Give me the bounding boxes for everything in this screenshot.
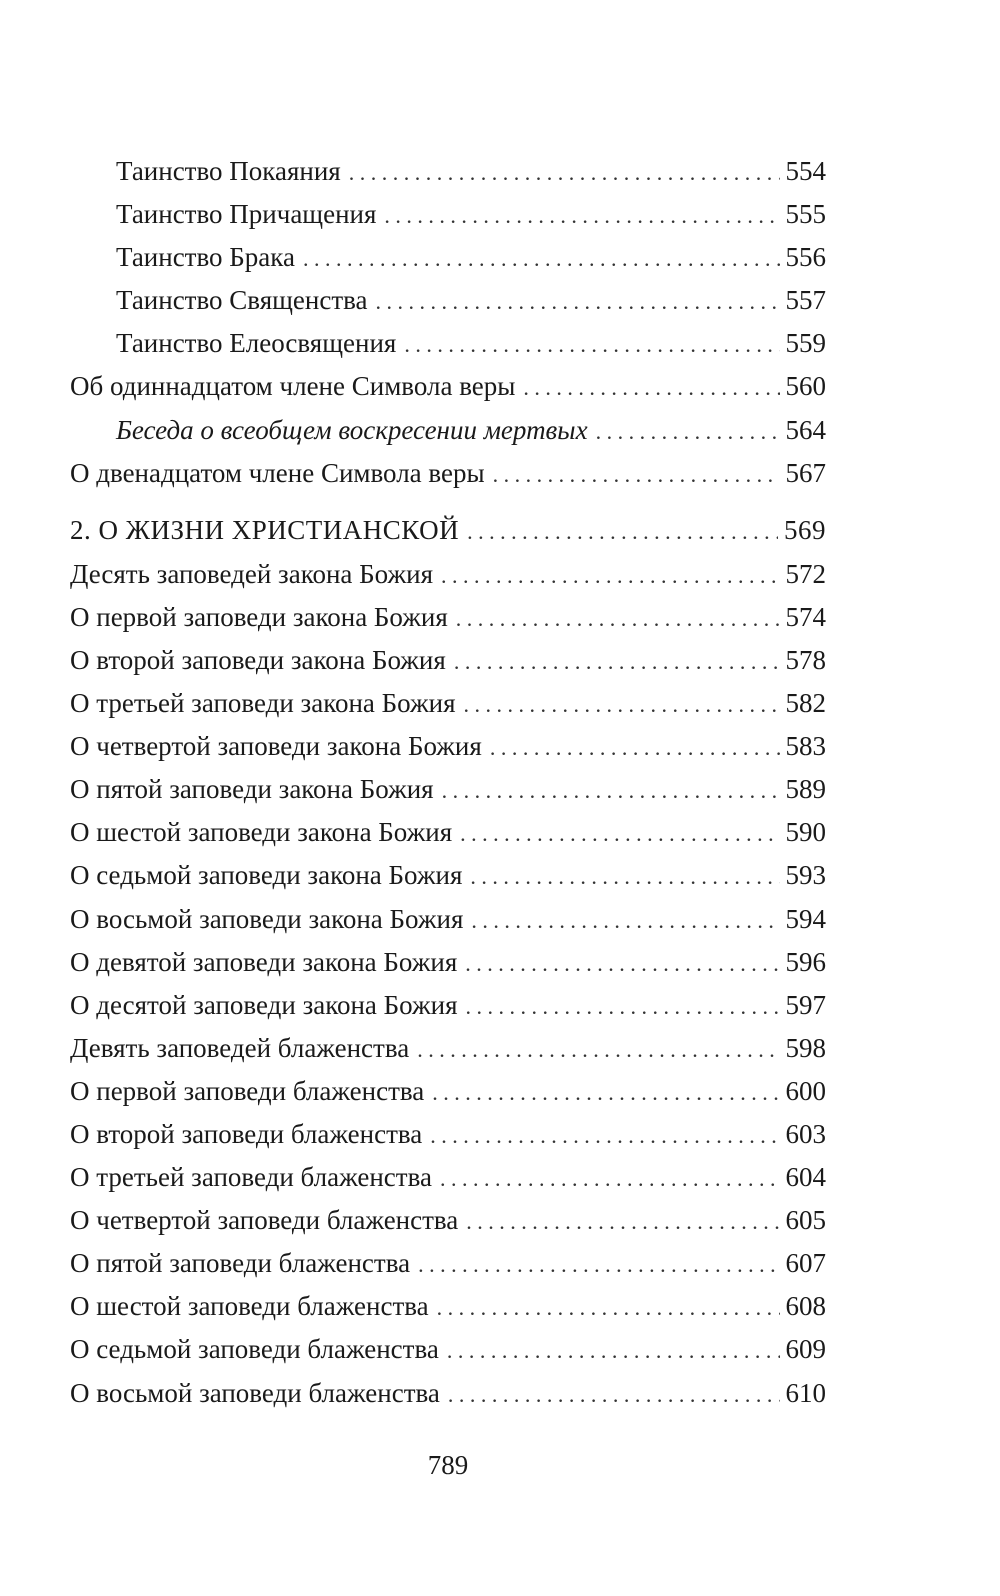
dot-leader xyxy=(384,194,779,237)
toc-entry-page: 609 xyxy=(785,1334,826,1365)
toc-entry-page: 582 xyxy=(785,688,826,719)
toc-entry-title: О шестой заповеди закона Божия xyxy=(70,817,453,848)
toc-entry-page: 564 xyxy=(785,414,826,445)
dot-leader xyxy=(303,237,780,280)
toc-entry-title: О шестой заповеди блаженства xyxy=(70,1291,429,1322)
toc-entry-page: 590 xyxy=(785,817,826,848)
toc-entry-beatitude-7 xyxy=(70,1328,826,1371)
toc-entry-page: 598 xyxy=(785,1032,826,1063)
toc-entry-title: О третьей заповеди закона Божия xyxy=(70,688,456,719)
toc-entry-beatitude-4 xyxy=(70,1199,826,1242)
toc-entry-beatitude-5 xyxy=(70,1242,826,1285)
dot-leader xyxy=(418,1243,779,1286)
toc-entry-page: 603 xyxy=(785,1118,826,1149)
toc-entry-sacrament-penance xyxy=(70,150,826,193)
toc-entry-title: Беседа о всеобщем воскресении мертвых xyxy=(116,414,588,445)
dot-leader xyxy=(349,151,780,194)
toc-entry-page: 572 xyxy=(785,558,826,589)
toc-entry-page: 597 xyxy=(785,989,826,1020)
toc-entry-beatitude-8 xyxy=(70,1372,826,1415)
dot-leader xyxy=(448,1373,780,1416)
toc-entry-title: О восьмой заповеди блаженства xyxy=(70,1377,440,1408)
dot-leader xyxy=(467,510,778,553)
toc-entry-title: О десятой заповеди закона Божия xyxy=(70,989,458,1020)
toc-entry-beatitude-3 xyxy=(70,1156,826,1199)
dot-leader xyxy=(471,899,779,942)
toc-entry-title: О девятой заповеди закона Божия xyxy=(70,946,458,977)
toc-entry-page: 608 xyxy=(785,1291,826,1322)
toc-entry-title: О второй заповеди закона Божия xyxy=(70,644,446,675)
dot-leader xyxy=(441,554,780,597)
toc-entry-nine-beatitudes xyxy=(70,1027,826,1070)
dot-leader xyxy=(440,1157,780,1200)
dot-leader xyxy=(447,1329,780,1372)
toc-entry-twelfth-article xyxy=(70,452,826,495)
toc-entry-page: 555 xyxy=(785,199,826,230)
toc-entry-title: Таинство Брака xyxy=(116,242,295,273)
toc-entry-page: 600 xyxy=(785,1075,826,1106)
dot-leader xyxy=(464,683,780,726)
toc-entry-sacrament-marriage xyxy=(70,236,826,279)
toc-entry-commandment-1 xyxy=(70,596,826,639)
toc-entry-page: 589 xyxy=(785,774,826,805)
toc-entry-page: 556 xyxy=(785,242,826,273)
table-of-contents xyxy=(70,150,826,1415)
dot-leader xyxy=(523,366,779,409)
toc-entry-page: 560 xyxy=(785,371,826,402)
dot-leader xyxy=(466,985,780,1028)
toc-entry-title: О четвертой заповеди закона Божия xyxy=(70,731,482,762)
toc-section-title: 2. О ЖИЗНИ ХРИСТИАНСКОЙ xyxy=(70,514,460,545)
toc-entry-title: О пятой заповеди закона Божия xyxy=(70,774,434,805)
toc-entry-title: Об одиннадцатом члене Символа веры xyxy=(70,371,516,402)
toc-entry-title: О седьмой заповеди блаженства xyxy=(70,1334,439,1365)
dot-leader xyxy=(466,1200,779,1243)
toc-entry-title: Таинство Причащения xyxy=(116,199,377,230)
toc-entry-commandment-8 xyxy=(70,898,826,941)
toc-entry-eleventh-article xyxy=(70,365,826,408)
toc-entry-resurrection-talk xyxy=(70,409,826,452)
toc-entry-title: О первой заповеди блаженства xyxy=(70,1075,425,1106)
toc-entry-title: О пятой заповеди блаженства xyxy=(70,1248,411,1279)
toc-entry-page: 593 xyxy=(785,860,826,891)
toc-entry-commandment-10 xyxy=(70,984,826,1027)
dot-leader xyxy=(456,597,780,640)
toc-entry-commandment-4 xyxy=(70,725,826,768)
toc-entry-commandment-5 xyxy=(70,768,826,811)
toc-entry-page: 557 xyxy=(785,285,826,316)
toc-entry-page: 605 xyxy=(785,1205,826,1236)
toc-entry-title: Таинство Покаяния xyxy=(116,156,341,186)
toc-entry-page: 607 xyxy=(785,1248,826,1279)
dot-leader xyxy=(596,410,780,453)
toc-entry-page: 610 xyxy=(785,1377,826,1408)
toc-entry-page: 559 xyxy=(785,328,826,359)
toc-entry-page: 569 xyxy=(784,514,826,545)
toc-entry-page: 554 xyxy=(785,156,826,186)
toc-entry-title: Десять заповедей закона Божия xyxy=(70,558,433,589)
toc-entry-title: Девять заповедей блаженства xyxy=(70,1032,410,1063)
dot-leader xyxy=(404,323,779,366)
toc-entry-title: О первой заповеди закона Божия xyxy=(70,601,448,632)
toc-entry-commandment-3 xyxy=(70,682,826,725)
dot-leader xyxy=(432,1071,779,1114)
dot-leader xyxy=(490,726,780,769)
toc-entry-page: 594 xyxy=(785,903,826,934)
dot-leader xyxy=(493,453,780,496)
toc-entry-page: 596 xyxy=(785,946,826,977)
dot-leader xyxy=(437,1286,780,1329)
dot-leader xyxy=(442,769,780,812)
dot-leader xyxy=(470,855,779,898)
toc-entry-sacrament-communion xyxy=(70,193,826,236)
toc-entry-page: 583 xyxy=(785,731,826,762)
toc-entry-page: 567 xyxy=(785,457,826,488)
toc-entry-commandment-6 xyxy=(70,811,826,854)
toc-entry-sacrament-unction xyxy=(70,322,826,365)
dot-leader xyxy=(465,942,779,985)
dot-leader xyxy=(376,280,780,323)
toc-entry-page: 574 xyxy=(785,601,826,632)
toc-entry-commandment-9 xyxy=(70,941,826,984)
toc-entry-title: О третьей заповеди блаженства xyxy=(70,1162,432,1193)
toc-entry-commandment-2 xyxy=(70,639,826,682)
dot-leader xyxy=(460,812,779,855)
toc-entry-page: 578 xyxy=(785,644,826,675)
toc-entry-beatitude-2 xyxy=(70,1113,826,1156)
page-number: 789 xyxy=(427,1450,469,1480)
toc-entry-title: О второй заповеди блаженства xyxy=(70,1118,423,1149)
dot-leader xyxy=(417,1028,779,1071)
toc-entry-title: О восьмой заповеди закона Божия xyxy=(70,903,464,934)
dot-leader xyxy=(454,640,780,683)
toc-entry-title: О седьмой заповеди закона Божия xyxy=(70,860,463,891)
toc-entry-beatitude-6 xyxy=(70,1285,826,1328)
toc-entry-ten-commandments xyxy=(70,553,826,596)
toc-section-christian-life xyxy=(70,509,826,553)
toc-entry-page: 604 xyxy=(785,1162,826,1193)
toc-entry-title: О четвертой заповеди блаженства xyxy=(70,1205,459,1236)
toc-entry-title: О двенадцатом члене Символа веры xyxy=(70,457,485,488)
dot-leader xyxy=(430,1114,779,1157)
toc-entry-title: Таинство Елеосвящения xyxy=(116,328,397,359)
toc-entry-title: Таинство Священства xyxy=(116,285,368,316)
toc-entry-sacrament-priesthood xyxy=(70,279,826,322)
toc-entry-beatitude-1 xyxy=(70,1070,826,1113)
toc-entry-commandment-7 xyxy=(70,854,826,897)
